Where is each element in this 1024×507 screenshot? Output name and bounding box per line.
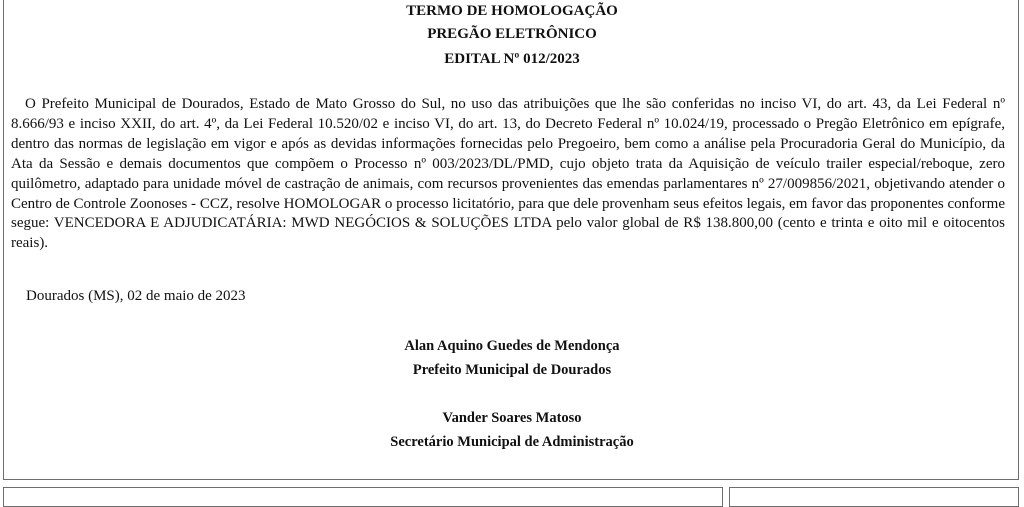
signatory-2-role: Secretário Municipal de Administração	[390, 434, 634, 450]
next-section-box-left	[3, 487, 723, 507]
document-subtitle: PREGÃO ELETRÔNICO	[427, 26, 597, 42]
next-section-box-right	[729, 487, 1019, 507]
document-title: TERMO DE HOMOLOGAÇÃO	[406, 3, 618, 19]
edital-number: EDITAL Nº 012/2023	[444, 51, 580, 67]
signatory-2-name: Vander Soares Matoso	[442, 410, 582, 426]
dateline: Dourados (MS), 02 de maio de 2023	[26, 288, 246, 304]
signatory-1-name: Alan Aquino Guedes de Mendonça	[404, 338, 620, 354]
signatory-1-role: Prefeito Municipal de Dourados	[412, 362, 612, 378]
homologation-body: O Prefeito Municipal de Dourados, Estado de Mato Grosso do Sul, no uso das atribuições que lhe são conferidas no inciso VI, do art. 43, da Lei Federal nº 8.666/93 e inciso XXII, do art. 4º, da Lei Federal 10.520/02 e inciso VI, do art. 13, do Decreto Federal nº 10.024/19, processado o Pregão Eletrônico em epígrafe, dentro das normas de legislação em vigor e após as devidas informações fornecidas pelo Pregoeiro, bem como a análise pela Procuradoria Geral do Município, da Ata da Sessão e demais documentos que compõem o Processo nº 003/2023/DL/PMD, cujo objeto trata da Aquisição de veículo trailer especial/reboque, zero quilômetro, adaptado para unidade móvel de castração de animais, com recursos provenientes das emendas parlamentares nº 27/009856/2021, objetivando atender o Centro de Controle Zoonoses - CCZ, resolve HOMOLOGAR o processo licitatório, para que dele provenham seus efeitos legais, em favor das proponentes conforme segue: VENCEDORA E ADJUDICATÁRIA: MWD NEGÓCIOS & SOLUÇÕES LTDA pelo valor global de R$ 138.800,00 (cento e trinta e oito mil e oitocentos reais).	[11, 96, 1005, 252]
